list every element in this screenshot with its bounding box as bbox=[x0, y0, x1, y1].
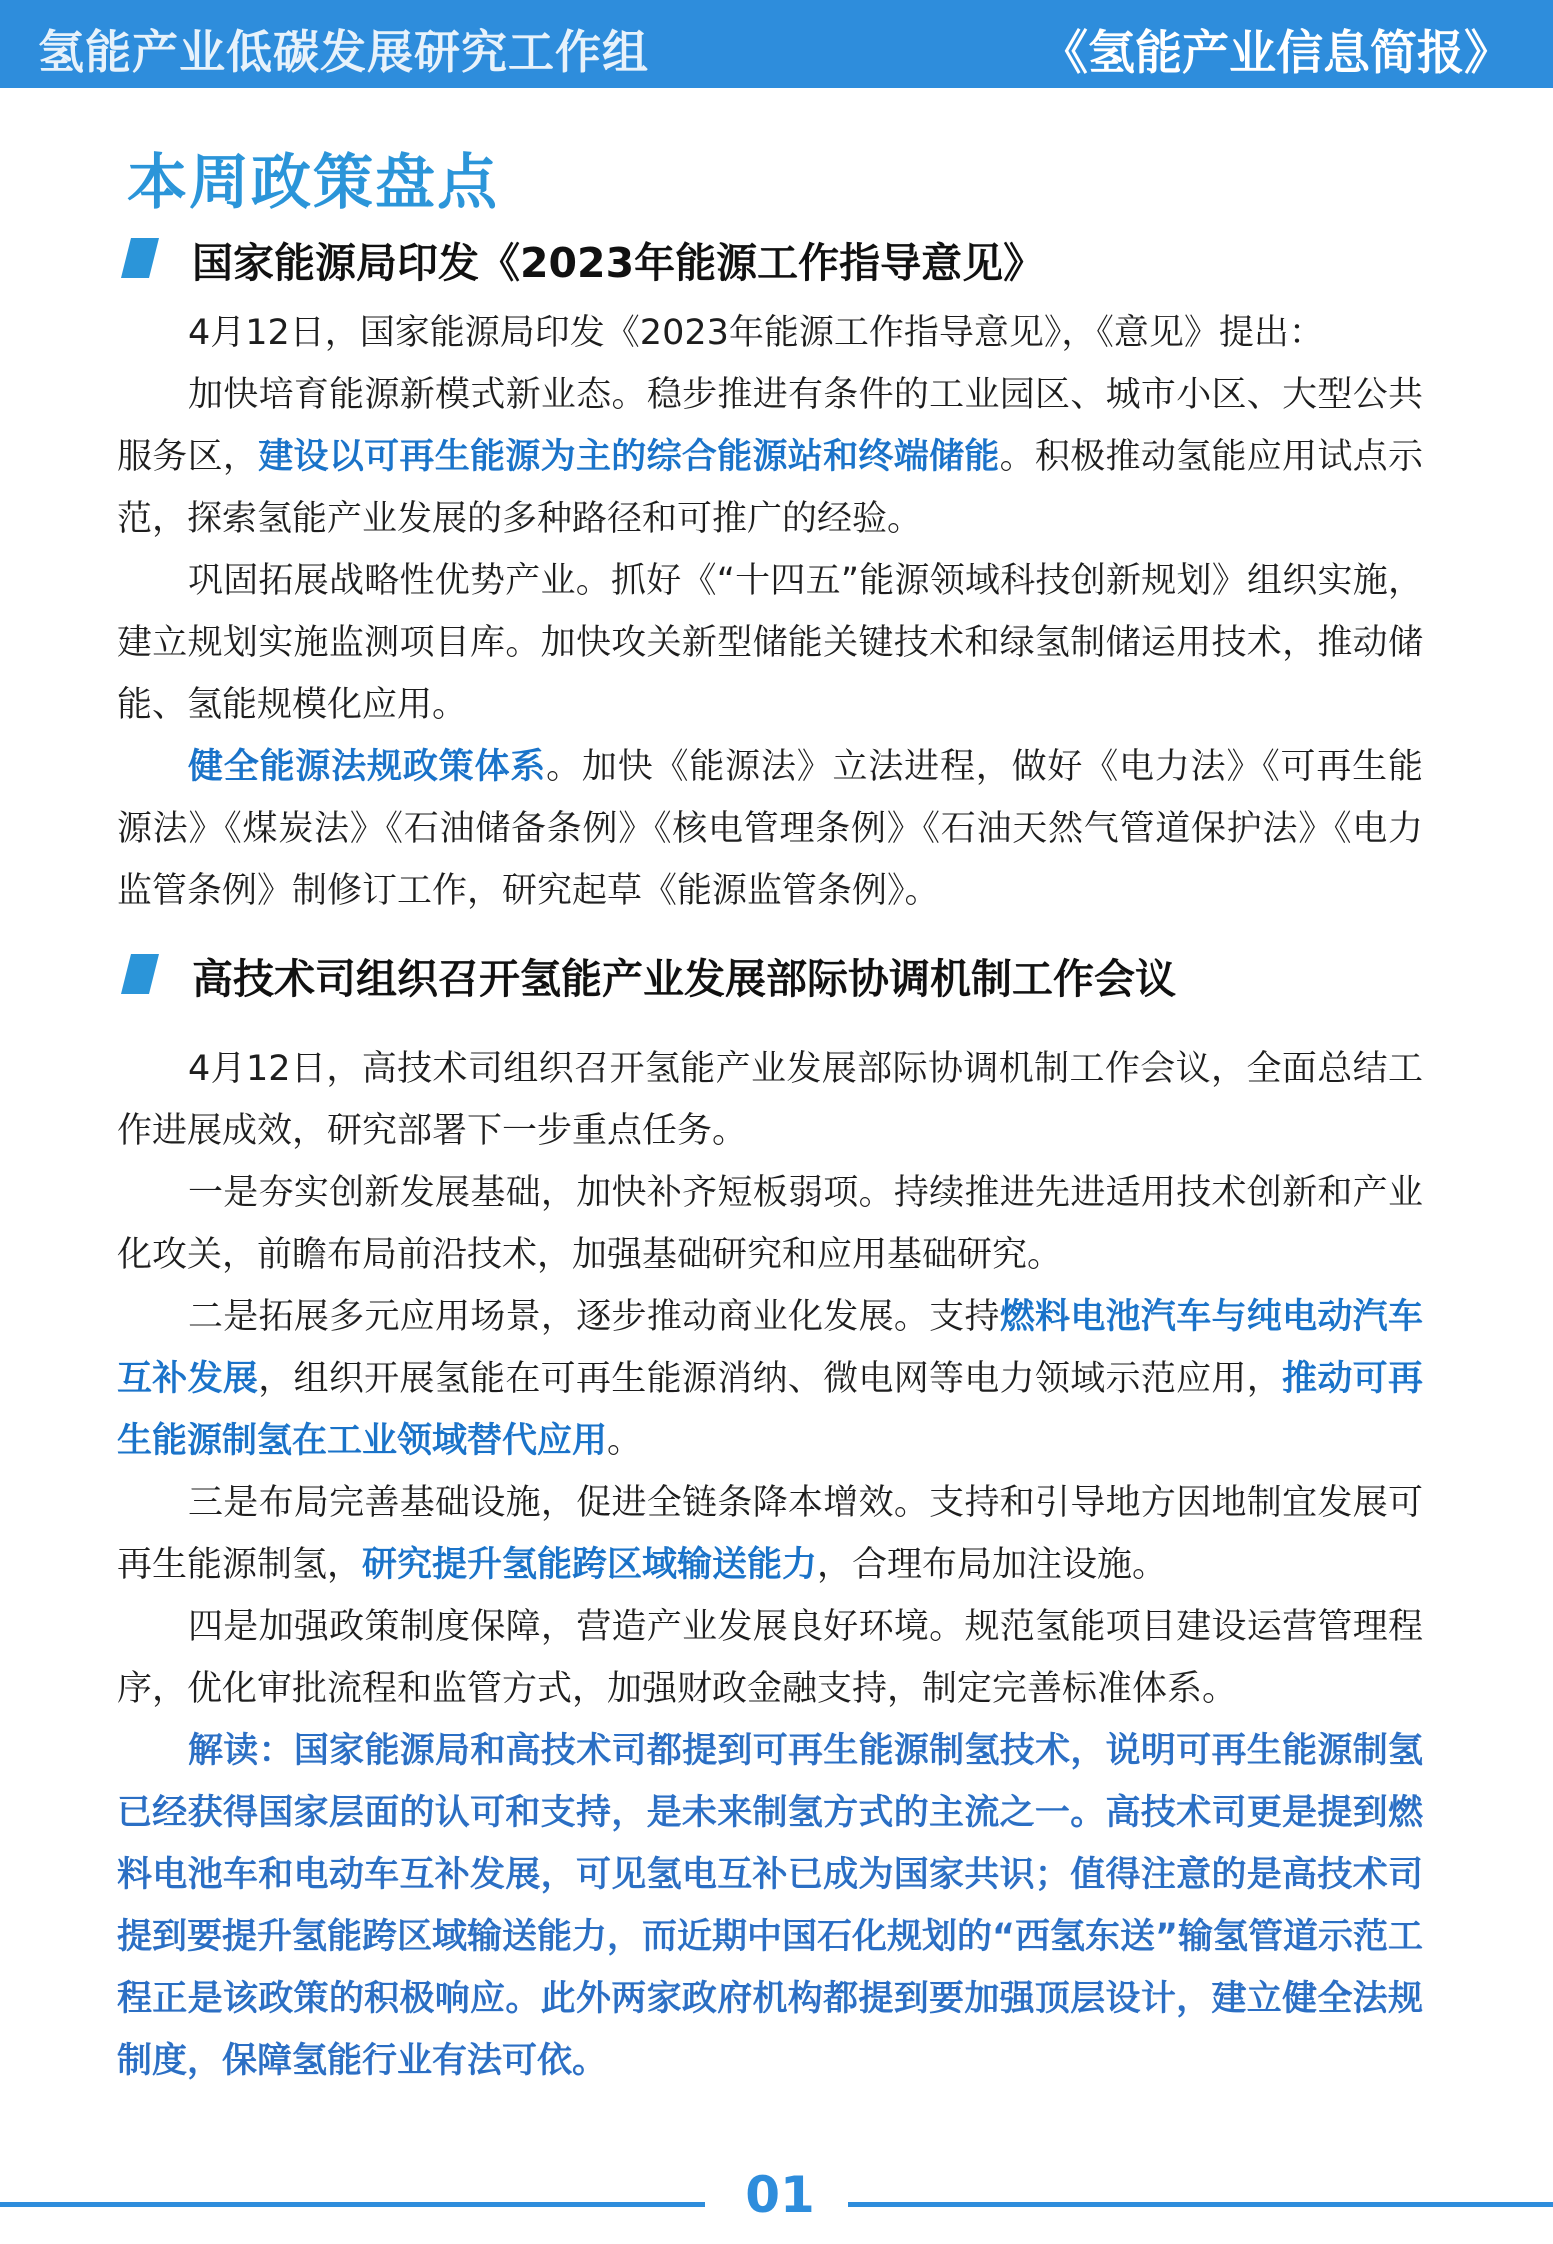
paragraph-text: 四是加强政策制度保障，营造产业发展良好环境。规范氢能项目建设运营管理程序，优化审批流程和监管方式，加强财政金融支持，制定完善标准体系。 bbox=[117, 1607, 1423, 1709]
highlighted-text: 健全能源法规政策体系 bbox=[188, 747, 547, 787]
section-body-energy-guidance bbox=[117, 302, 1423, 922]
page-number: 01 bbox=[745, 2166, 815, 2224]
paragraph-text: 巩固拓展战略性优势产业。抓好《“十四五”能源领域科技创新规划》组织实施，建立规划实施监测项目库。加快攻关新型储能关键技术和绿氢制储运用技术，推动储能、氢能规模化应用。 bbox=[117, 561, 1423, 725]
section-body-hydrogen-meeting bbox=[117, 1038, 1423, 2092]
paragraph bbox=[117, 1596, 1423, 1720]
section-heading-text: 高技术司组织召开氢能产业发展部际协调机制工作会议 bbox=[192, 955, 1176, 1003]
highlighted-text: 研究提升氢能跨区域输送能力 bbox=[362, 1545, 818, 1585]
paragraph-text: 二是拓展多元应用场景，逐步推动商业化发展。支持 bbox=[188, 1297, 1000, 1337]
section-marker-icon bbox=[121, 954, 159, 994]
highlighted-text: 燃料电池汽车与纯电动汽车互补发展 bbox=[117, 1297, 1423, 1399]
paragraph bbox=[117, 364, 1423, 550]
paragraph-text: 。加快《能源法》立法进程，做好《电力法》《可再生能源法》《煤炭法》《石油储备条例》《核电管理条例》《石油天然气管道保护法》《电力监管条例》制修订工作，研究起草《能源监管条例》。 bbox=[117, 747, 1423, 911]
paragraph-text: 4月12日，高技术司组织召开氢能产业发展部际协调机制工作会议，全面总结工作进展成效，研究部署下一步重点任务。 bbox=[117, 1049, 1423, 1151]
highlighted-text: 建设以可再生能源为主的综合能源站和终端储能 bbox=[258, 437, 1000, 477]
highlighted-text: 推动可再生能源制氢在工业领域替代应用 bbox=[117, 1359, 1423, 1461]
paragraph bbox=[117, 302, 1423, 364]
header-publication-title: 《氢能产业信息简报》 bbox=[1041, 26, 1511, 81]
interpretation-paragraph: 解读：国家能源局和高技术司都提到可再生能源制氢技术，说明可再生能源制氢已经获得国家层面的认可和支持，是未来制氢方式的主流之一。高技术司更是提到燃料电池车和电动车互补发展，可见氢电互补已成为国家共识；值得注意的是高技术司提到要提升氢能跨区域输送能力，而近期中国石化规划的“西氢东送”输氢管道示范工程正是该政策的积极响应。此外两家政府机构都提到要加强顶层设计，建立健全法规制度，保障氢能行业有法可依。 bbox=[117, 1731, 1424, 2081]
paragraph-text: 三是布局完善基础设施，促进全链条降本增效。支持和引导地方因地制宜发展可再生能源制氢， bbox=[117, 1483, 1423, 1585]
section-marker-icon bbox=[121, 238, 159, 278]
paragraph-text: ，组织开展氢能在可再生能源消纳、微电网等电力领域示范应用， bbox=[258, 1359, 1283, 1399]
section-heading-text: 国家能源局印发《2023年能源工作指导意见》 bbox=[192, 239, 1045, 287]
page-title: 本周政策盘点 bbox=[127, 148, 499, 218]
header-org-title: 氢能产业低碳发展研究工作组 bbox=[38, 25, 649, 79]
paragraph bbox=[117, 1162, 1423, 1286]
paragraph bbox=[117, 736, 1423, 922]
paragraph-text: ，合理布局加注设施。 bbox=[817, 1545, 1168, 1585]
paragraph-text: 。积极推动氢能应用试点示范，探索氢能产业发展的多种路径和可推广的经验。 bbox=[117, 437, 1423, 539]
paragraph-text: 4月12日，国家能源局印发《2023年能源工作指导意见》，《意见》提出： bbox=[188, 313, 1324, 353]
footer-rule-right bbox=[848, 2202, 1553, 2207]
paragraph-text: 加快培育能源新模式新业态。稳步推进有条件的工业园区、城市小区、大型公共服务区， bbox=[117, 375, 1423, 477]
paragraph-text: 一是夯实创新发展基础，加快补齐短板弱项。持续推进先进适用技术创新和产业化攻关，前瞻布局前沿技术，加强基础研究和应用基础研究。 bbox=[117, 1173, 1423, 1275]
paragraph bbox=[117, 1038, 1423, 1162]
header-bar bbox=[0, 0, 1553, 88]
paragraph-text: 。 bbox=[607, 1421, 643, 1461]
paragraph bbox=[117, 1286, 1423, 1472]
paragraph bbox=[117, 1472, 1423, 1596]
paragraph bbox=[117, 550, 1423, 736]
footer-rule-left bbox=[0, 2202, 705, 2207]
